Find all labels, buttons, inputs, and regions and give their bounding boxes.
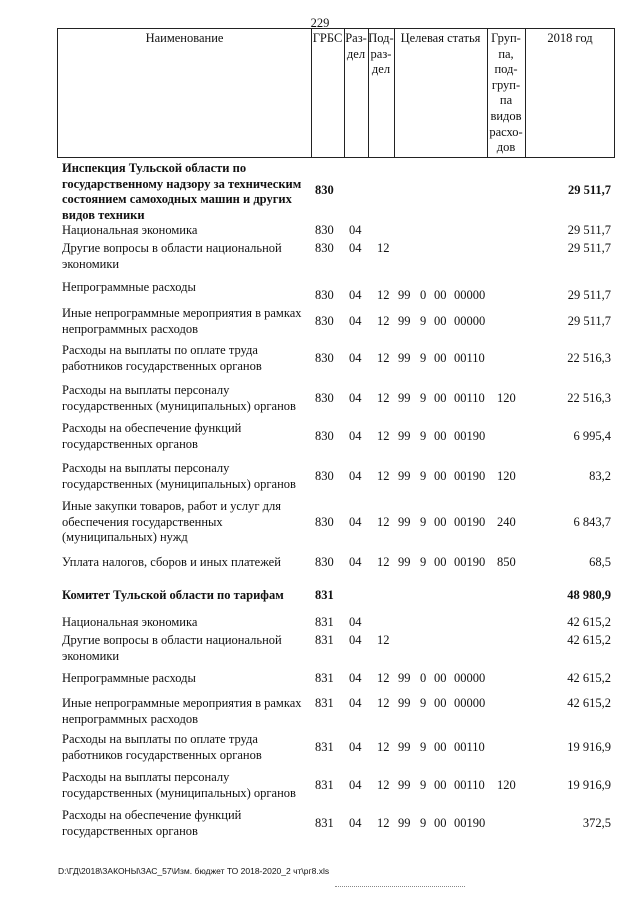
cell-amount: 42 615,2 bbox=[567, 633, 611, 647]
header-divider bbox=[311, 29, 312, 157]
cell-pr: 12 bbox=[377, 429, 390, 443]
cell-cs3: 00 bbox=[434, 671, 447, 685]
cell-cs3: 00 bbox=[434, 391, 447, 405]
cell-vr: 240 bbox=[497, 515, 516, 529]
cell-rz: 04 bbox=[349, 288, 362, 302]
row-name: Иные непрограммные мероприятия в рамках непрограммных расходов bbox=[62, 696, 302, 726]
cell-cs3: 00 bbox=[434, 429, 447, 443]
header-group-line: расхо- bbox=[489, 124, 523, 139]
header-group-line: под- bbox=[494, 62, 518, 77]
cell-amount: 68,5 bbox=[589, 555, 611, 569]
cell-grbs: 830 bbox=[315, 429, 334, 443]
cell-amount: 42 615,2 bbox=[567, 671, 611, 685]
cell-cs2: 9 bbox=[420, 696, 427, 710]
cell-pr: 12 bbox=[377, 696, 390, 710]
cell-cs2: 9 bbox=[420, 391, 427, 405]
cell-amount: 83,2 bbox=[589, 469, 611, 483]
cell-grbs: 831 bbox=[315, 588, 334, 602]
cell-cs2: 9 bbox=[420, 469, 427, 483]
cell-amount: 42 615,2 bbox=[567, 615, 611, 629]
header-razdel-line: Раз- bbox=[345, 31, 367, 45]
cell-pr: 12 bbox=[377, 314, 390, 328]
cell-cs1: 99 bbox=[398, 429, 411, 443]
cell-rz: 04 bbox=[349, 816, 362, 830]
cell-cs2: 9 bbox=[420, 778, 427, 792]
cell-cs4: 00190 bbox=[454, 555, 486, 569]
cell-grbs: 831 bbox=[315, 633, 334, 647]
cell-amount: 19 916,9 bbox=[567, 778, 611, 792]
cell-grbs: 830 bbox=[315, 314, 334, 328]
cell-rz: 04 bbox=[349, 555, 362, 569]
cell-grbs: 831 bbox=[315, 671, 334, 685]
cell-cs2: 9 bbox=[420, 351, 427, 365]
cell-cs1: 99 bbox=[398, 740, 411, 754]
cell-grbs: 830 bbox=[315, 351, 334, 365]
cell-rz: 04 bbox=[349, 740, 362, 754]
cell-grbs: 831 bbox=[315, 615, 334, 629]
header-group-line: груп- bbox=[491, 77, 521, 92]
cell-pr: 12 bbox=[377, 816, 390, 830]
header-group-line: па, bbox=[498, 46, 514, 61]
row-name: Расходы на выплаты персоналу государственных (муниципальных) органов bbox=[62, 383, 296, 413]
header-year: 2018 год bbox=[547, 31, 593, 45]
cell-cs1: 99 bbox=[398, 391, 411, 405]
cell-cs2: 9 bbox=[420, 555, 427, 569]
cell-pr: 12 bbox=[377, 740, 390, 754]
cell-rz: 04 bbox=[349, 241, 362, 255]
cell-amount: 22 516,3 bbox=[567, 351, 611, 365]
cell-grbs: 830 bbox=[315, 288, 334, 302]
cell-cs1: 99 bbox=[398, 816, 411, 830]
cell-cs2: 9 bbox=[420, 816, 427, 830]
cell-cs1: 99 bbox=[398, 778, 411, 792]
cell-rz: 04 bbox=[349, 223, 362, 237]
cell-grbs: 830 bbox=[315, 183, 334, 197]
row-name: Расходы на выплаты по оплате труда работников государственных органов bbox=[62, 732, 262, 762]
cell-cs1: 99 bbox=[398, 696, 411, 710]
cell-amount: 6 843,7 bbox=[573, 515, 611, 529]
cell-amount: 29 511,7 bbox=[567, 223, 611, 237]
cell-cs3: 00 bbox=[434, 696, 447, 710]
row-name: Другие вопросы в области национальной экономики bbox=[62, 633, 282, 663]
header-podrazdel-line: раз- bbox=[370, 46, 392, 61]
cell-pr: 12 bbox=[377, 633, 390, 647]
header-grbs: ГРБС bbox=[312, 31, 343, 45]
cell-pr: 12 bbox=[377, 351, 390, 365]
cell-cs4: 00110 bbox=[454, 391, 485, 405]
cell-cs4: 00110 bbox=[454, 740, 485, 754]
cell-amount: 22 516,3 bbox=[567, 391, 611, 405]
cell-cs3: 00 bbox=[434, 515, 447, 529]
cell-amount: 48 980,9 bbox=[567, 588, 611, 602]
cell-vr: 120 bbox=[497, 391, 516, 405]
row-name: Иные закупки товаров, работ и услуг для обеспечения государственных (муниципальных) нужд bbox=[62, 499, 282, 544]
cell-rz: 04 bbox=[349, 615, 362, 629]
cell-cs2: 9 bbox=[420, 515, 427, 529]
cell-cs3: 00 bbox=[434, 288, 447, 302]
cell-grbs: 830 bbox=[315, 223, 334, 237]
header-podrazdel bbox=[368, 31, 394, 78]
cell-pr: 12 bbox=[377, 778, 390, 792]
cell-cs4: 00000 bbox=[454, 288, 486, 302]
cell-amount: 42 615,2 bbox=[567, 696, 611, 710]
row-name: Непрограммные расходы bbox=[62, 280, 196, 294]
cell-cs3: 00 bbox=[434, 314, 447, 328]
row-name: Инспекция Тульской области по государственному надзору за техническим состоянием самоходных машин и других видов техники bbox=[62, 161, 302, 222]
cell-rz: 04 bbox=[349, 469, 362, 483]
cell-vr: 850 bbox=[497, 555, 516, 569]
cell-cs3: 00 bbox=[434, 740, 447, 754]
cell-rz: 04 bbox=[349, 671, 362, 685]
cell-grbs: 830 bbox=[315, 391, 334, 405]
header-podrazdel-line: дел bbox=[371, 62, 391, 77]
cell-cs2: 9 bbox=[420, 740, 427, 754]
cell-cs4: 00190 bbox=[454, 515, 486, 529]
cell-rz: 04 bbox=[349, 351, 362, 365]
row-name: Расходы на выплаты персоналу государственных (муниципальных) органов bbox=[62, 770, 296, 800]
cell-grbs: 831 bbox=[315, 816, 334, 830]
cell-grbs: 830 bbox=[315, 515, 334, 529]
header-divider bbox=[525, 29, 526, 157]
cell-cs3: 00 bbox=[434, 778, 447, 792]
cell-grbs: 830 bbox=[315, 555, 334, 569]
cell-cs1: 99 bbox=[398, 515, 411, 529]
cell-cs4: 00190 bbox=[454, 429, 486, 443]
row-name: Расходы на обеспечение функций государственных органов bbox=[62, 808, 242, 838]
cell-amount: 19 916,9 bbox=[567, 740, 611, 754]
header-razdel bbox=[344, 31, 368, 62]
cell-cs4: 00000 bbox=[454, 696, 486, 710]
cell-cs2: 9 bbox=[420, 429, 427, 443]
cell-rz: 04 bbox=[349, 429, 362, 443]
header-group-line: видов bbox=[490, 108, 522, 123]
row-name: Другие вопросы в области национальной экономики bbox=[62, 241, 282, 271]
cell-rz: 04 bbox=[349, 778, 362, 792]
cell-cs4: 00000 bbox=[454, 671, 486, 685]
cell-rz: 04 bbox=[349, 633, 362, 647]
cell-grbs: 831 bbox=[315, 778, 334, 792]
cell-pr: 12 bbox=[377, 391, 390, 405]
cell-amount: 29 511,7 bbox=[567, 241, 611, 255]
row-name: Непрограммные расходы bbox=[62, 671, 196, 685]
cell-cs1: 99 bbox=[398, 555, 411, 569]
cell-rz: 04 bbox=[349, 515, 362, 529]
cell-grbs: 830 bbox=[315, 469, 334, 483]
header-target-article: Целевая статья bbox=[400, 31, 481, 45]
row-name: Уплата налогов, сборов и иных платежей bbox=[62, 555, 281, 569]
cell-amount: 372,5 bbox=[582, 816, 611, 830]
row-name: Иные непрограммные мероприятия в рамках непрограммных расходов bbox=[62, 306, 302, 336]
row-name: Комитет Тульской области по тарифам bbox=[62, 588, 284, 602]
cell-cs1: 99 bbox=[398, 469, 411, 483]
cell-amount: 29 511,7 bbox=[567, 314, 611, 328]
cell-pr: 12 bbox=[377, 469, 390, 483]
cell-cs1: 99 bbox=[398, 351, 411, 365]
cell-grbs: 831 bbox=[315, 740, 334, 754]
cell-vr: 120 bbox=[497, 469, 516, 483]
header-group-line: дов bbox=[496, 140, 516, 155]
row-name: Расходы на выплаты персоналу государственных (муниципальных) органов bbox=[62, 461, 296, 491]
row-name: Национальная экономика bbox=[62, 223, 198, 237]
header-expense-group bbox=[487, 31, 525, 156]
cell-amount: 6 995,4 bbox=[573, 429, 611, 443]
cell-cs3: 00 bbox=[434, 816, 447, 830]
header-name: Наименование bbox=[145, 31, 224, 45]
cell-cs1: 99 bbox=[398, 671, 411, 685]
header-divider bbox=[394, 29, 395, 157]
cell-vr: 120 bbox=[497, 778, 516, 792]
header-group-line: па bbox=[499, 93, 513, 108]
header-podrazdel-line: Под- bbox=[368, 31, 394, 45]
cell-cs4: 00110 bbox=[454, 778, 485, 792]
header-group-line: Груп- bbox=[491, 31, 521, 45]
cell-pr: 12 bbox=[377, 288, 390, 302]
footer-dotted-line bbox=[335, 886, 465, 887]
cell-cs3: 00 bbox=[434, 351, 447, 365]
table-header bbox=[57, 28, 615, 158]
cell-rz: 04 bbox=[349, 391, 362, 405]
cell-grbs: 831 bbox=[315, 696, 334, 710]
cell-cs3: 00 bbox=[434, 469, 447, 483]
cell-pr: 12 bbox=[377, 671, 390, 685]
cell-rz: 04 bbox=[349, 314, 362, 328]
cell-cs4: 00000 bbox=[454, 314, 486, 328]
cell-cs4: 00190 bbox=[454, 816, 486, 830]
header-razdel-line: дел bbox=[346, 46, 366, 61]
cell-cs2: 9 bbox=[420, 314, 427, 328]
cell-pr: 12 bbox=[377, 241, 390, 255]
row-name: Национальная экономика bbox=[62, 615, 198, 629]
cell-cs4: 00190 bbox=[454, 469, 486, 483]
page-number: 229 bbox=[310, 16, 330, 30]
cell-rz: 04 bbox=[349, 696, 362, 710]
cell-pr: 12 bbox=[377, 515, 390, 529]
cell-amount: 29 511,7 bbox=[567, 183, 611, 197]
row-name: Расходы на обеспечение функций государственных органов bbox=[62, 421, 242, 451]
cell-pr: 12 bbox=[377, 555, 390, 569]
row-name: Расходы на выплаты по оплате труда работников государственных органов bbox=[62, 343, 262, 373]
file-path-footer: D:\ГД\2018\ЗАКОНЫ\ЗАС_57\Изм. бюджет ТО 2018-2020_2 чт\рг8.xls bbox=[58, 866, 330, 876]
cell-amount: 29 511,7 bbox=[567, 288, 611, 302]
cell-cs1: 99 bbox=[398, 288, 411, 302]
cell-cs1: 99 bbox=[398, 314, 411, 328]
cell-cs2: 0 bbox=[420, 671, 427, 685]
cell-cs4: 00110 bbox=[454, 351, 485, 365]
cell-grbs: 830 bbox=[315, 241, 334, 255]
cell-cs3: 00 bbox=[434, 555, 447, 569]
cell-cs2: 0 bbox=[420, 288, 427, 302]
